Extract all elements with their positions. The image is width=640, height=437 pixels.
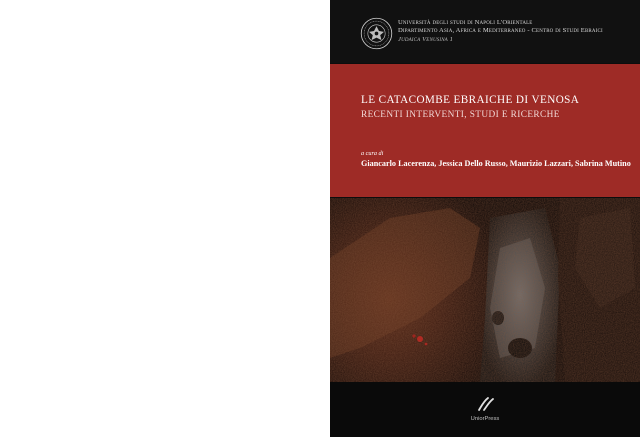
- institution-block: [398, 19, 603, 44]
- university-seal-icon: [360, 17, 393, 50]
- publisher-name: UniorPress: [470, 416, 500, 422]
- institution-university: Università degli studi di Napoli L'Orientale: [398, 19, 533, 26]
- front-cover: [330, 0, 640, 437]
- book-subtitle: RECENTI INTERVENTI, STUDI E RICERCHE: [361, 110, 560, 120]
- editors-list: Giancarlo Lacerenza, Jessica Dello Russo, Maurizio Lazzari, Sabrina Mutino: [361, 159, 631, 168]
- series-name: Judaica Venusina 1: [398, 35, 454, 43]
- institution-department: Dipartimento Asia, Africa e Mediterraneo - Centro di Studi Ebraici: [398, 27, 603, 35]
- cover-header: [330, 0, 640, 63]
- publisher-logo-icon: [476, 395, 496, 413]
- cover-footer: [330, 382, 640, 437]
- title-band: [330, 64, 640, 197]
- curated-by-label: a cura di: [361, 150, 384, 157]
- book-title: LE CATACOMBE EBRAICHE DI VENOSA: [361, 94, 580, 106]
- cover-photograph: [330, 198, 640, 382]
